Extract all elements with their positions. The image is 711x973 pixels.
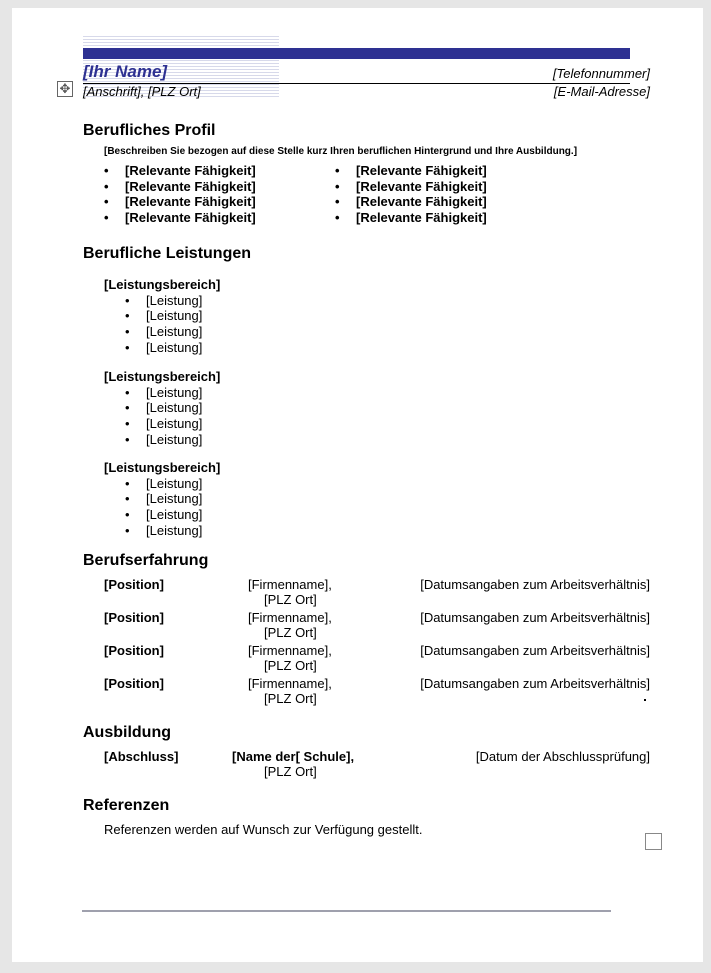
experience-position[interactable]: [Position]: [104, 676, 164, 691]
achievement-item[interactable]: • [Leistung]: [146, 340, 202, 355]
experience-company[interactable]: [Firmenname],: [248, 676, 332, 691]
section-title-experience: Berufserfahrung: [83, 552, 209, 569]
achievement-item[interactable]: • [Leistung]: [146, 491, 202, 506]
references-text[interactable]: Referenzen werden auf Wunsch zur Verfügung gestellt.: [104, 822, 423, 837]
achievement-item[interactable]: • [Leistung]: [146, 324, 202, 339]
experience-company[interactable]: [Firmenname],: [248, 610, 332, 625]
experience-position[interactable]: [Position]: [104, 643, 164, 658]
experience-city[interactable]: [PLZ Ort]: [264, 592, 317, 607]
section-title-profile: Berufliches Profil: [83, 122, 216, 139]
skill-item[interactable]: • [Relevante Fähigkeit]: [356, 179, 487, 194]
experience-dates[interactable]: [Datumsangaben zum Arbeitsverhältnis]: [420, 577, 650, 592]
achievement-item[interactable]: • [Leistung]: [146, 308, 202, 323]
skill-item[interactable]: • [Relevante Fähigkeit]: [356, 210, 487, 225]
achievement-item[interactable]: • [Leistung]: [146, 400, 202, 415]
achievement-item[interactable]: • [Leistung]: [146, 385, 202, 400]
profile-description[interactable]: [Beschreiben Sie bezogen auf diese Stelle kurz Ihren beruflichen Hintergrund und Ihre Ausbildung.]: [104, 146, 578, 157]
footer-rule: [82, 910, 611, 912]
skill-item[interactable]: • [Relevante Fähigkeit]: [356, 194, 487, 209]
education-degree[interactable]: [Abschluss]: [104, 749, 179, 764]
achievement-item[interactable]: • [Leistung]: [146, 293, 202, 308]
experience-company[interactable]: [Firmenname],: [248, 577, 332, 592]
experience-dates[interactable]: [Datumsangaben zum Arbeitsverhältnis]: [420, 643, 650, 658]
name-field[interactable]: [Ihr Name]: [83, 62, 168, 81]
achievement-item[interactable]: • [Leistung]: [146, 476, 202, 491]
header-accent-bar: [83, 48, 630, 59]
achievement-item[interactable]: • [Leistung]: [146, 416, 202, 431]
education-date[interactable]: [Datum der Abschlussprüfung]: [475, 749, 650, 764]
phone-field[interactable]: [Telefonnummer]: [552, 66, 650, 81]
experience-city[interactable]: [PLZ Ort]: [264, 625, 317, 640]
achievement-item[interactable]: • [Leistung]: [146, 432, 202, 447]
experience-company[interactable]: [Firmenname],: [248, 643, 332, 658]
section-title-references: Referenzen: [83, 797, 170, 814]
achievement-item[interactable]: • [Leistung]: [146, 523, 202, 538]
email-field[interactable]: [E-Mail-Adresse]: [553, 84, 650, 99]
experience-city[interactable]: [PLZ Ort]: [264, 691, 317, 706]
table-move-handle-icon[interactable]: ✥: [57, 81, 73, 97]
education-school[interactable]: [Name der[ Schule],: [232, 749, 355, 764]
checkbox-icon[interactable]: [645, 833, 662, 850]
address-field[interactable]: [Anschrift], [PLZ Ort]: [83, 84, 201, 99]
stray-mark: [644, 699, 646, 701]
experience-position[interactable]: [Position]: [104, 577, 164, 592]
skill-item[interactable]: • [Relevante Fähigkeit]: [125, 210, 256, 225]
section-title-achievements: Berufliche Leistungen: [83, 245, 252, 262]
experience-city[interactable]: [PLZ Ort]: [264, 658, 317, 673]
experience-dates[interactable]: [Datumsangaben zum Arbeitsverhältnis]: [420, 610, 650, 625]
achievement-area[interactable]: [Leistungsbereich]: [104, 369, 221, 384]
achievement-area[interactable]: [Leistungsbereich]: [104, 460, 221, 475]
achievement-item[interactable]: • [Leistung]: [146, 507, 202, 522]
experience-dates[interactable]: [Datumsangaben zum Arbeitsverhältnis]: [420, 676, 650, 691]
section-title-education: Ausbildung: [83, 724, 171, 741]
skill-item[interactable]: • [Relevante Fähigkeit]: [125, 163, 256, 178]
achievement-area[interactable]: [Leistungsbereich]: [104, 277, 221, 292]
skill-item[interactable]: • [Relevante Fähigkeit]: [356, 163, 487, 178]
experience-position[interactable]: [Position]: [104, 610, 164, 625]
education-city[interactable]: [PLZ Ort]: [264, 764, 317, 779]
skill-item[interactable]: • [Relevante Fähigkeit]: [125, 194, 256, 209]
skill-item[interactable]: • [Relevante Fähigkeit]: [125, 179, 256, 194]
